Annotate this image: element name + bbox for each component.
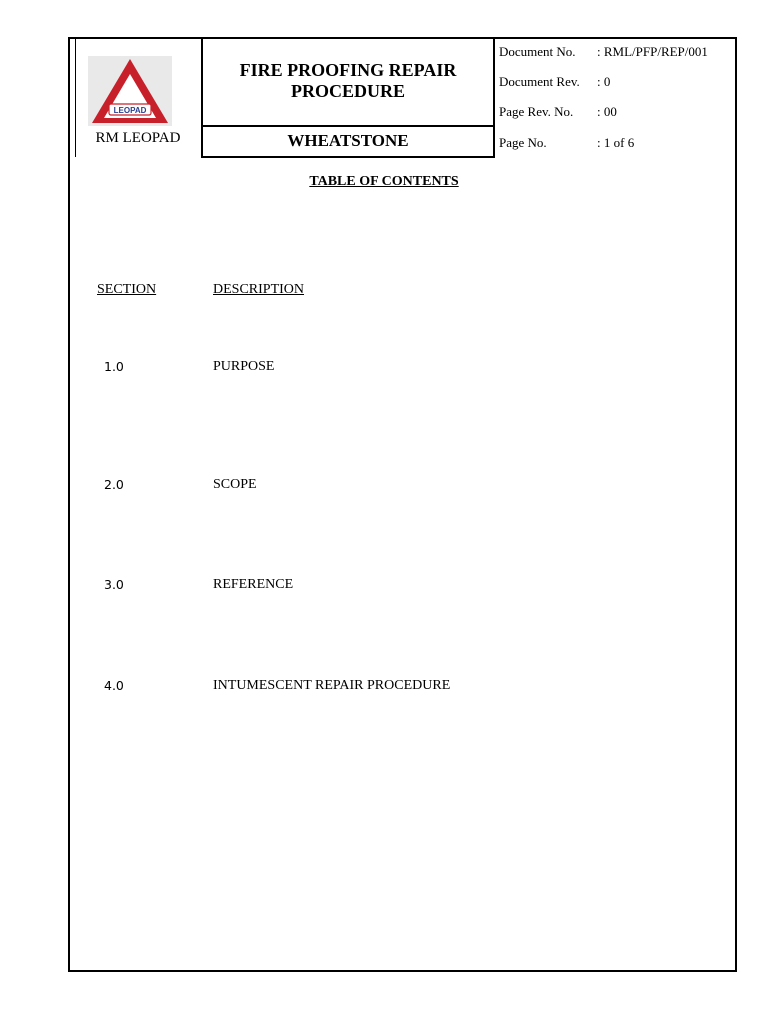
leopad-logo [88, 56, 172, 126]
meta-label-page-no: Page No. [499, 135, 547, 150]
toc-row-description: PURPOSE [213, 359, 275, 374]
header-title-underline [201, 125, 495, 127]
meta-label-document-no: Document No. [499, 44, 576, 59]
toc-title: TABLE OF CONTENTS [309, 174, 459, 189]
meta-label-document-rev: Document Rev. [499, 74, 580, 89]
toc-row-section: 2.0 [104, 477, 124, 492]
toc-row-section: 1.0 [104, 359, 124, 374]
meta-value-page-rev: : 00 [597, 104, 617, 119]
toc-row-section: 3.0 [104, 577, 124, 592]
section-column-header: SECTION [97, 282, 157, 297]
logo-text: LEOPAD [113, 106, 147, 115]
company-name: RM LEOPAD [95, 130, 181, 146]
toc-row-description: REFERENCE [213, 577, 294, 592]
toc-row-description: SCOPE [213, 477, 257, 492]
meta-label-page-rev: Page Rev. No. [499, 104, 574, 119]
header-bottom-line [201, 156, 495, 158]
header-divider-right [493, 37, 495, 158]
document-title: FIRE PROOFING REPAIR PROCEDURE [239, 60, 457, 101]
client-name: WHEATSTONE [287, 131, 409, 150]
toc-row-description: INTUMESCENT REPAIR PROCEDURE [213, 678, 451, 693]
description-column-header: DESCRIPTION [213, 282, 305, 297]
meta-value-document-no: : RML/PFP/REP/001 [597, 44, 708, 59]
meta-value-page-no: : 1 of 6 [597, 135, 635, 150]
toc-row-section: 4.0 [104, 678, 124, 693]
meta-value-document-rev: : 0 [597, 74, 611, 89]
